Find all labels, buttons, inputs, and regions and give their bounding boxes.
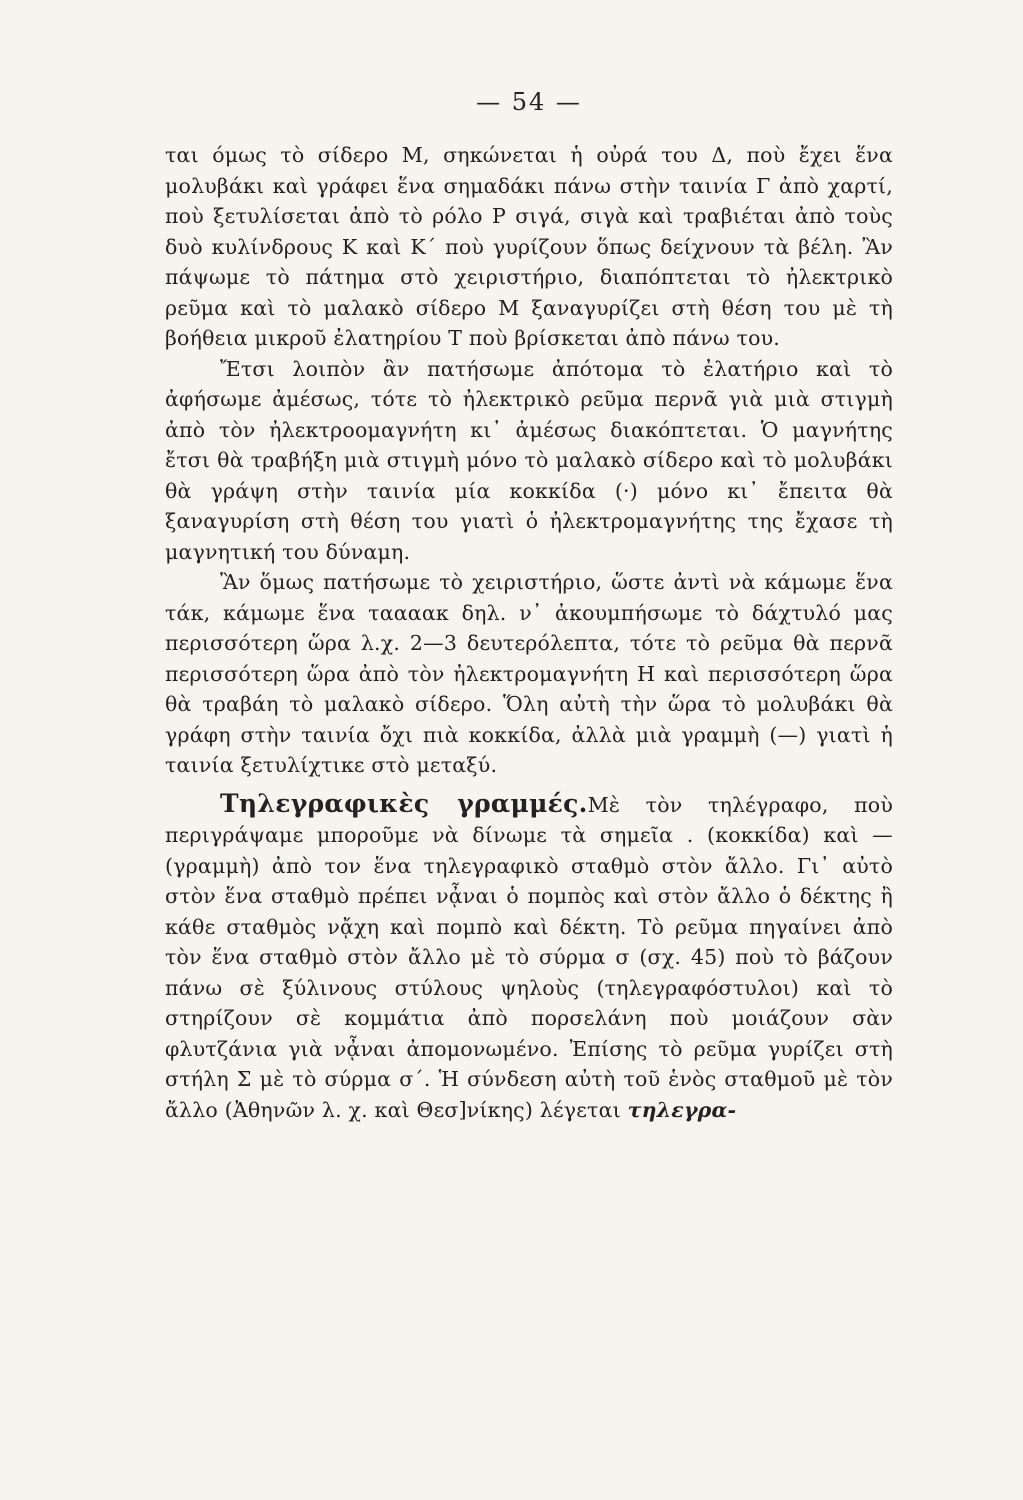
section-heading: Τηλεγραφικὲς γραμμές. xyxy=(220,788,588,818)
paragraph-2: Ἔτσι λοιπὸν ἂν πατήσωμε ἀπότομα τὸ ἐλατήριο καὶ τὸ ἀφήσωμε ἀμέσως, τότε τὸ ἠλεκτρικὸ ρεῦμα περνᾶ γιὰ μιὰ στιγμὴ ἀπὸ τὸν ἠλεκτροομαγνήτη κι᾽ ἀμέσως διακόπτεται. Ὁ μαγνήτης ἔτσι θὰ τραβήξη μιὰ στιγμὴ μόνο τὸ μαλακὸ σίδερο καὶ τὸ μολυβάκι θὰ γράψη στὴν ταινία μία κοκκίδα (·) μόνο κι᾽ ἔπειτα θὰ ξαναγυρίση στὴ θέση του γιατὶ ὁ ἠλεκτρομαγνήτης της ἔχασε τὴ μαγνητική του δύναμη. xyxy=(165,356,893,564)
paragraph-1: ται όμως τὸ σίδερο Μ, σηκώνεται ἡ οὐρά του Δ, ποὺ ἔχει ἕνα μολυβάκι καὶ γράφει ἕνα σημαδάκι πάνω στὴν ταινία Γ ἀπὸ χαρτί, ποὺ ξετυλίσεται ἀπὸ τὸ ρόλο Ρ σιγά, σιγὰ καὶ τραβιέται ἀπὸ τοὺς δυὸ κυλίνδρους Κ καὶ Κ΄ ποὺ γυρίζουν ὅπως δείχνουν τὰ βέλη. Ἂν πάψωμε τὸ πάτημα στὸ χειριστήριο, διαπόπτεται τὸ ἠλεκτρικὸ ρεῦμα καὶ τὸ μαλακὸ σίδερο Μ ξαναγυρίζει στὴ θέση του μὲ τὴ βοήθεια μικροῦ ἐλατηρίου Τ ποὺ βρίσκεται ἀπὸ πάνω του. xyxy=(165,143,893,350)
section-paragraph xyxy=(165,789,893,1126)
trailing-emphasis: τηλεγρα- xyxy=(627,1097,737,1122)
paragraph-3: Ἂν ὅμως πατήσωμε τὸ χειριστήριο, ὥστε ἀντὶ νὰ κάμωμε ἕνα τάκ, κάμωμε ἕνα ταααακ δηλ. ν᾽ ἀκουμπήσωμε τὸ δάχτυλό μας περισσότερη ὥρα λ.χ. 2—3 δευτερόλεπτα, τότε τὸ ρεῦμα θὰ περνᾶ περισσότερη ὥρα ἀπὸ τὸν ἠλεκτρομαγνήτη Η καὶ περισσότερη ὥρα θὰ τραβάη τὸ μαλακὸ σίδερο. Ὅλη αὐτὴ τὴν ὥρα τὸ μολυβάκι θὰ γράφη στὴν ταινία ὄχι πιὰ κοκκίδα, ἀλλὰ μιὰ γραμμὴ (—) γιατὶ ἡ ταινία ξετυλίχτικε στὸ μεταξύ. xyxy=(165,570,893,777)
section-gap xyxy=(165,781,893,789)
section-text: Μὲ τὸν τηλέγραφο, ποὺ περιγράψαμε μποροῦμε νὰ δίνωμε τὰ σημεῖα . (κοκκίδα) καὶ — (γραμμὴ) ἀπὸ τον ἕνα τηλεγραφικὸ σταθμὸ στὸν ἄλλο. Γι᾽ αὐτὸ στὸν ἕνα σταθμὸ πρέπει νᾆναι ὁ πομπὸς καὶ στὸν ἄλλο ὁ δέκτης ἢ κάθε σταθμὸς νᾄχη καὶ πομπὸ καὶ δέκτη. Τὸ ρεῦμα πηγαίνει ἀπὸ τὸν ἕνα σταθμὸ στὸν ἄλλο μὲ τὸ σύρμα σ (σχ. 45) ποὺ τὸ βάζουν πάνω σὲ ξύλινους στύλους ψηλοὺς (τηλεγραφόστυλοι) καὶ τὸ στηρίζουν σὲ κομμάτια ἀπὸ πορσελάνη ποὺ μοιάζουν σὰν φλυτζάνια γιὰ νᾆναι ἀπομονωμένο. Ἐπίσης τὸ ρεῦμα γυρίζει στὴ στήλη Σ μὲ τὸ σύρμα σ΄. Ἡ σύνδεση αὐτὴ τοῦ ἑνὸς σταθμοῦ μὲ τὸν ἄλλο (Ἀθηνῶν λ. χ. καὶ Θεσ]νίκης) λέγεται xyxy=(165,792,894,1122)
page-number: — 54 — xyxy=(476,88,582,116)
